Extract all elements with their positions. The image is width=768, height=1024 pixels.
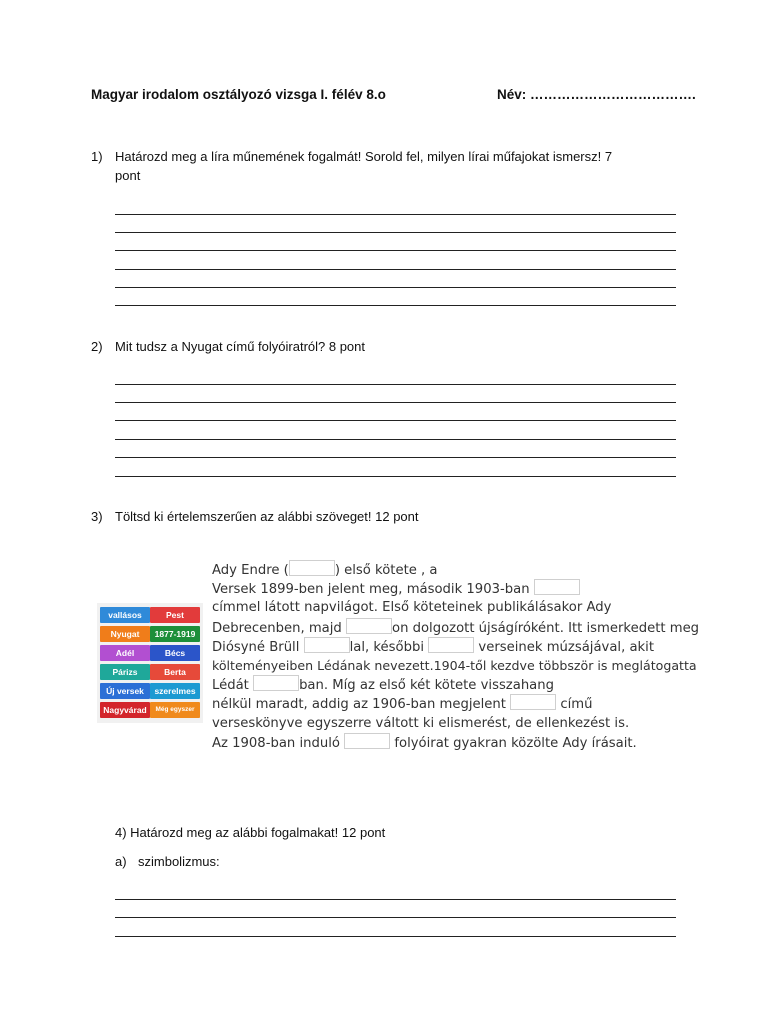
question-1-text: Határozd meg a líra műnemének fogalmát! Sorold fel, milyen lírai műfajokat ismersz! 7 bbox=[115, 149, 613, 164]
word-tag[interactable]: Nyugat bbox=[100, 626, 150, 642]
answer-line bbox=[115, 214, 676, 215]
answer-line bbox=[115, 384, 676, 385]
word-tag[interactable]: Pest bbox=[150, 607, 200, 623]
blank-field[interactable] bbox=[510, 694, 556, 710]
answer-line bbox=[115, 457, 676, 458]
fill-text: Ady Endre ( bbox=[212, 563, 289, 578]
word-bank bbox=[97, 603, 203, 723]
name-field-label: Név: ………………………………. bbox=[497, 87, 696, 102]
answer-line bbox=[115, 439, 676, 440]
blank-field[interactable] bbox=[346, 618, 392, 634]
fill-text: című bbox=[560, 697, 593, 712]
word-tag[interactable]: Berta bbox=[150, 664, 200, 680]
word-tag[interactable]: szerelmes bbox=[150, 683, 200, 699]
answer-line bbox=[115, 269, 676, 270]
sub-question-text: szimbolizmus: bbox=[138, 854, 220, 869]
blank-field[interactable] bbox=[304, 637, 350, 653]
answer-line bbox=[115, 476, 676, 477]
word-tag[interactable]: Bécs bbox=[150, 645, 200, 661]
blank-field[interactable] bbox=[344, 733, 390, 749]
word-tag[interactable]: vallásos bbox=[100, 607, 150, 623]
word-tag[interactable]: Nagyvárad bbox=[100, 702, 150, 718]
exam-title: Magyar irodalom osztályozó vizsga I. félév 8.o bbox=[91, 87, 386, 102]
fill-text: lal, későbbi bbox=[349, 640, 425, 655]
fill-text: Az 1908-ban induló bbox=[212, 736, 340, 751]
sub-question-label: a) bbox=[115, 854, 127, 869]
blank-field[interactable] bbox=[534, 579, 580, 595]
answer-line bbox=[115, 420, 676, 421]
word-tag[interactable]: 1877-1919 bbox=[150, 626, 200, 642]
fill-text: on dolgozott újságíróként. Itt ismerkedett meg bbox=[392, 621, 700, 636]
question-4-text: 4) Határozd meg az alábbi fogalmakat! 12 pont bbox=[115, 825, 386, 840]
fill-text: ban. Míg az első két kötete visszahang bbox=[299, 678, 554, 693]
question-2-number: 2) bbox=[91, 339, 103, 354]
fill-text: ) első kötete , a bbox=[334, 563, 438, 578]
question-1-number: 1) bbox=[91, 149, 103, 164]
fill-text: verseinek múzsájával, akit bbox=[478, 640, 655, 655]
fill-text: Versek 1899-ben jelent meg, második 1903-ban bbox=[212, 582, 530, 597]
answer-line bbox=[115, 305, 676, 306]
fill-text: folyóirat gyakran közölte Ady írásait. bbox=[394, 736, 637, 751]
answer-line bbox=[115, 936, 676, 937]
answer-line bbox=[115, 250, 676, 251]
fill-text: címmel látott napvilágot. Első köteteinek publikálásakor Ady bbox=[212, 600, 612, 615]
question-3-number: 3) bbox=[91, 509, 103, 524]
answer-line bbox=[115, 899, 676, 900]
fill-text: költeményeiben Lédának nevezett.1904-től kezdve többször is meglátogatta bbox=[212, 658, 697, 673]
answer-line bbox=[115, 232, 676, 233]
fill-text: Lédát bbox=[212, 678, 249, 693]
fill-text: nélkül maradt, addig az 1906-ban megjelent bbox=[212, 697, 506, 712]
word-tag[interactable]: Még egyszer bbox=[150, 702, 200, 718]
fill-text: Diósyné Brüll bbox=[212, 640, 300, 655]
fill-text: verseskönyve egyszerre váltott ki elismerést, de ellenkezést is. bbox=[212, 716, 630, 731]
word-tag[interactable]: Párizs bbox=[100, 664, 150, 680]
blank-field[interactable] bbox=[253, 675, 299, 691]
answer-line bbox=[115, 287, 676, 288]
question-2-text: Mit tudsz a Nyugat című folyóiratról? 8 pont bbox=[115, 339, 366, 354]
blank-field[interactable] bbox=[289, 560, 335, 576]
question-1-text-cont: pont bbox=[115, 168, 141, 183]
word-tag[interactable]: Új versek bbox=[100, 683, 150, 699]
answer-line bbox=[115, 402, 676, 403]
word-tag[interactable]: Adél bbox=[100, 645, 150, 661]
answer-line bbox=[115, 917, 676, 918]
question-3-text: Töltsd ki értelemszerűen az alábbi szöveget! 12 pont bbox=[115, 509, 419, 524]
blank-field[interactable] bbox=[428, 637, 474, 653]
fill-text: Debrecenben, majd bbox=[212, 621, 342, 636]
